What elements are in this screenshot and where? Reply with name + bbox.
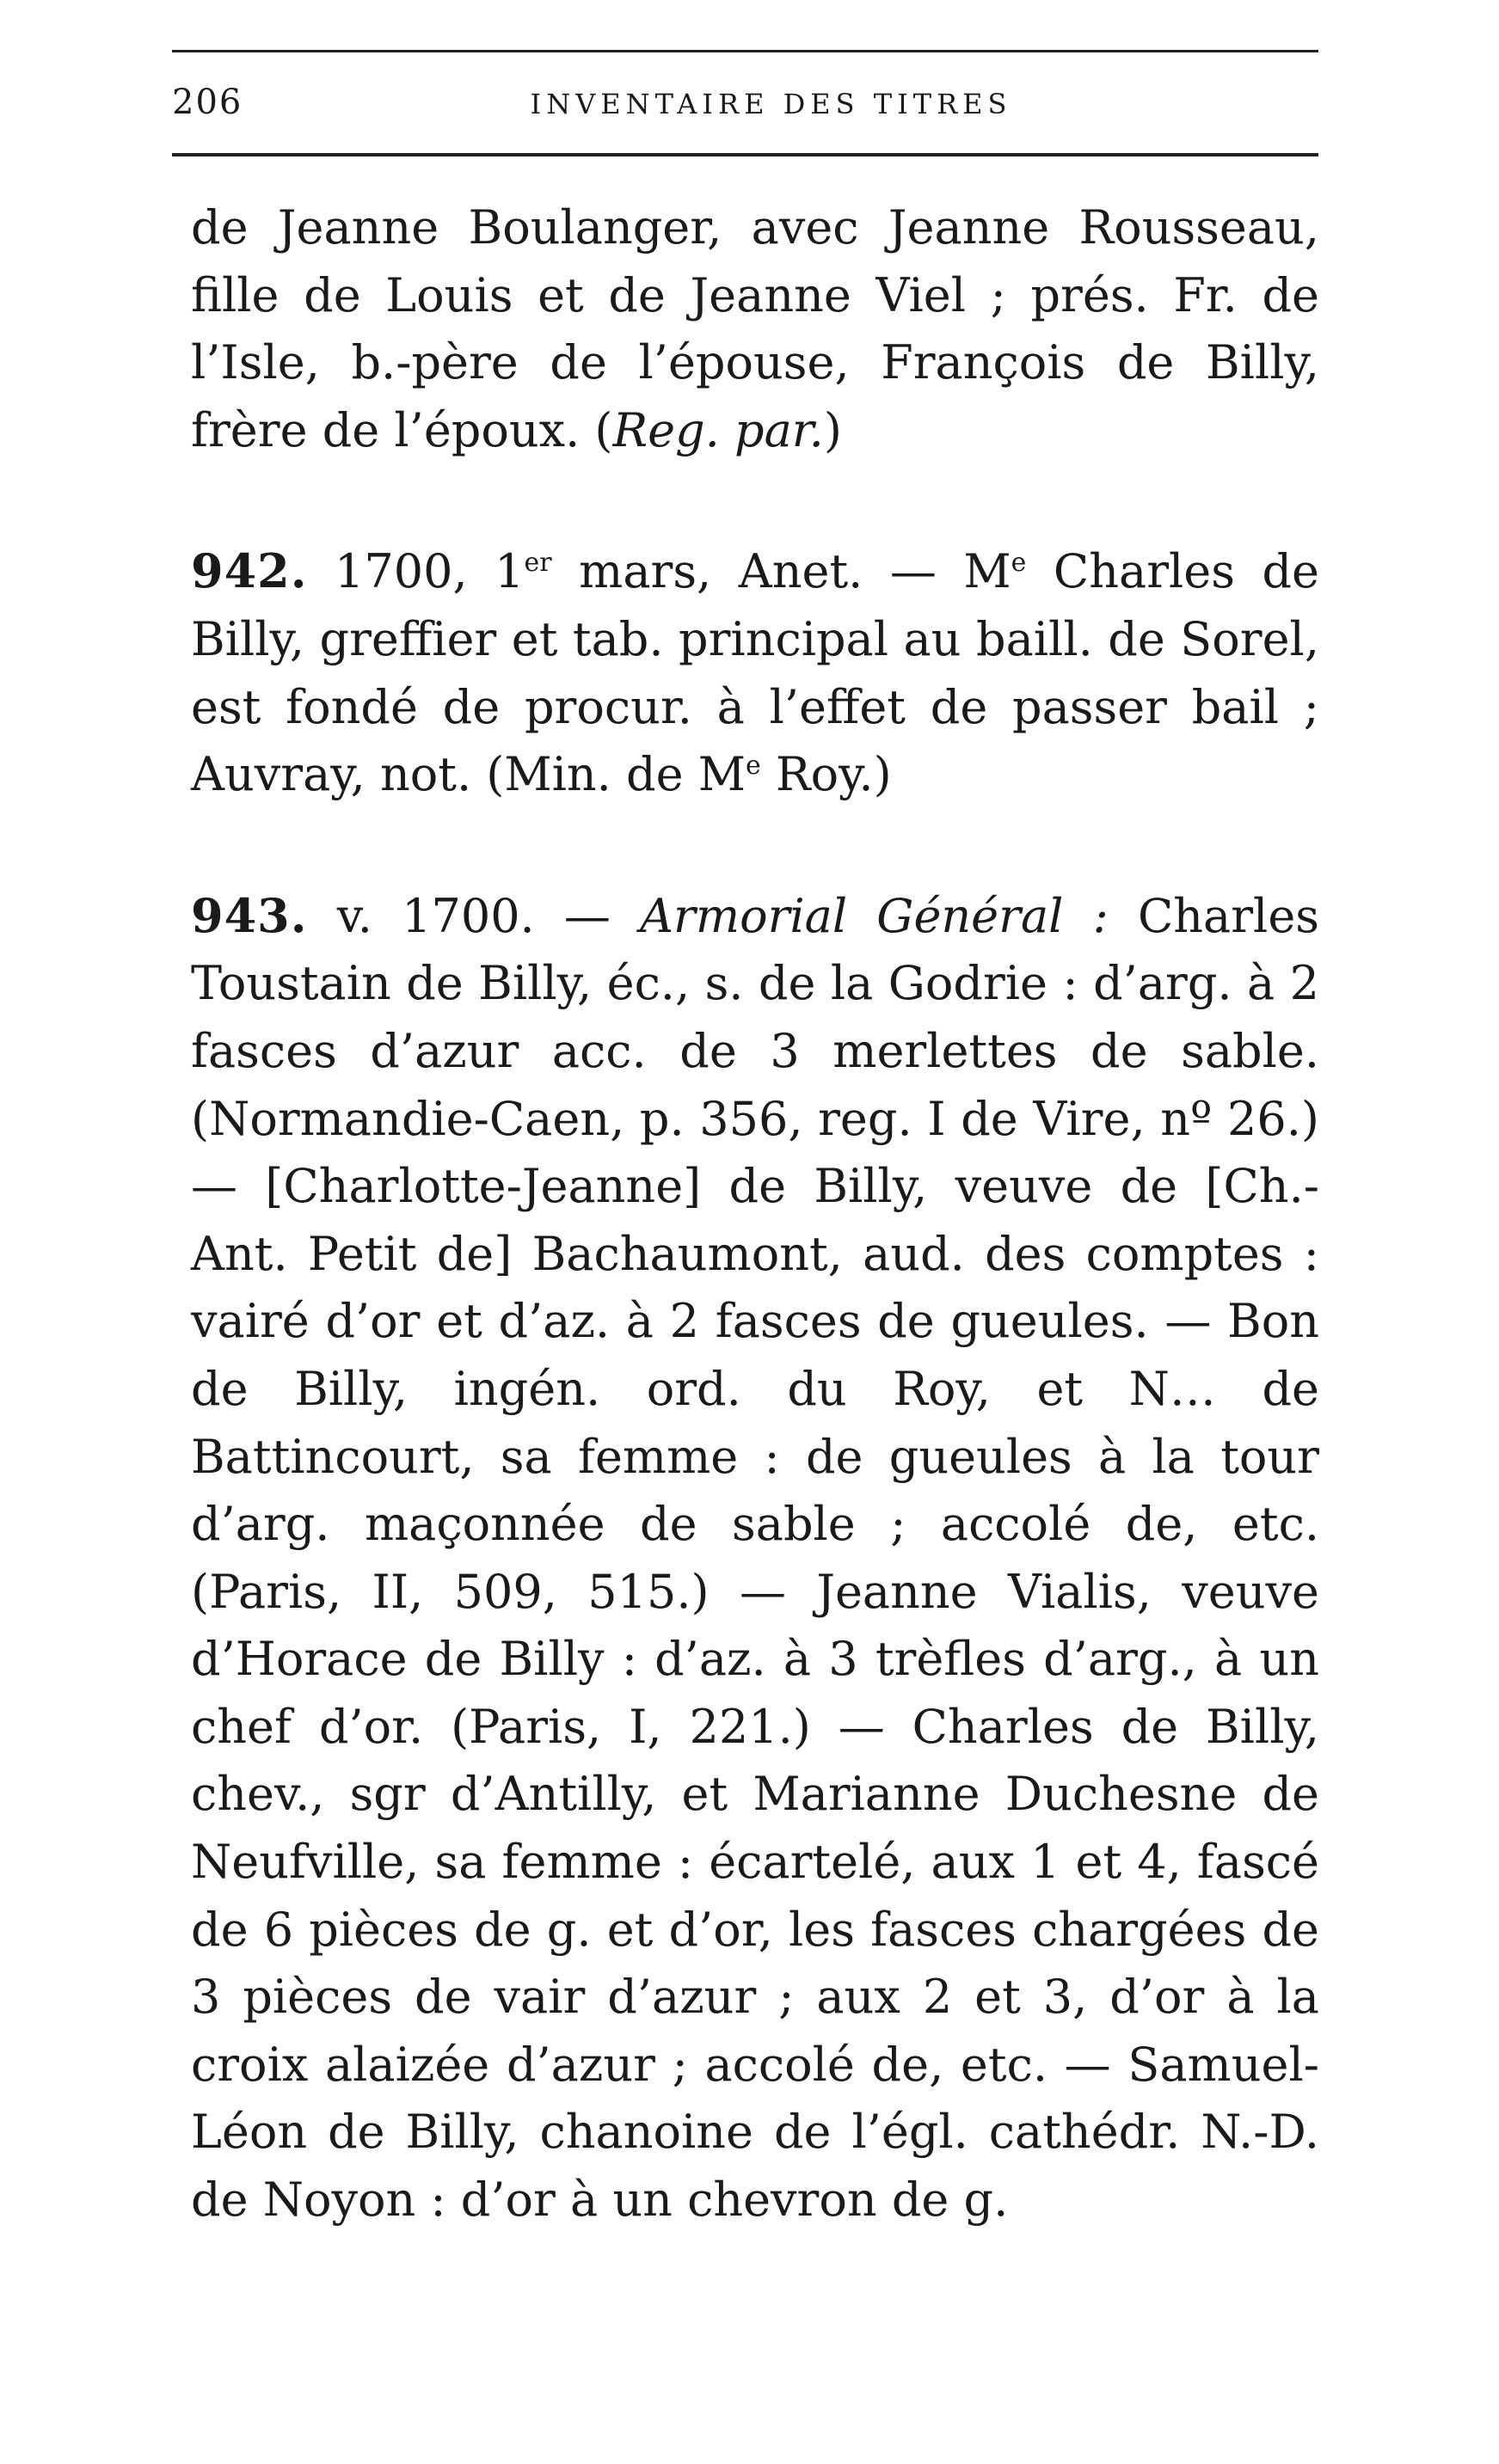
entry-date: v. 1700. — (307, 888, 641, 943)
continuation-paragraph (191, 194, 1319, 464)
closing-parenthesis: ) (823, 402, 842, 457)
continuation-text: de Jeanne Boulanger, avec Jeanne Rousseau, fille de Louis et de Jeanne Viel ; prés. Fr. de l’Isle, b.-père de l’épouse, François de Billy, frère de l’époux. ( (191, 200, 1319, 457)
header-bottom-rule (172, 153, 1318, 156)
entry-942 (191, 537, 1319, 808)
entry-text-part: Roy.) (760, 747, 892, 802)
entry-text-part: mars, Anet. — M (551, 544, 1011, 599)
ordinal-suffix: er (524, 548, 552, 579)
main-text (191, 194, 1319, 2234)
source-reference: Reg. par. (612, 402, 824, 457)
page-number: 206 (172, 83, 243, 122)
entry-number: 943. (191, 887, 308, 943)
running-title: INVENTAIRE DES TITRES (530, 88, 1012, 120)
entry-943 (191, 882, 1319, 2234)
title-suffix: e (1011, 548, 1027, 579)
entry-text: Charles Toustain de Billy, éc., s. de la Godrie : d’arg. à 2 fasces d’azur acc. de 3 merlettes de sable. (Normandie-Caen, p. 356, reg. I de Vire, nº 26.) — [Charlotte-Jeanne] de Billy, veuve de [Ch.-Ant. Petit de] Bachaumont, aud. des comptes : vairé d’or et d’az. à 2 fasces de gueules. — Bon de Billy, ingén. ord. du Roy, et N… de Battincourt, sa femme : de gueules à la tour d’arg. maçonnée de sable ; accolé de, etc. (Paris, II, 509, 515.) — Jeanne Vialis, veuve d’Horace de Billy : d’az. à 3 trèfles d’arg., à un chef d’or. (Paris, I, 221.) — Charles de Billy, chev., sgr d’Antilly, et Marianne Duchesne de Neufville, sa femme : écartelé, aux 1 et 4, fascé de 6 pièces de g. et d’or, les fasces chargées de 3 pièces de vair d’azur ; aux 2 et 3, d’or à la croix alaizée d’azur ; accolé de, etc. — Samuel-Léon de Billy, chanoine de l’égl. cathédr. N.-D. de Noyon : d’or à un chevron de g. (191, 888, 1319, 2228)
header-top-rule (172, 50, 1318, 52)
source-title: Armorial Général : (640, 888, 1109, 943)
entry-date: 1700, 1 (307, 544, 525, 599)
entry-text-part: Charles de Billy, greffier et tab. principal au baill. de Sorel, est fondé de procur. à l’effet de passer bail ; Auvray, not. (Min. de M (191, 544, 1319, 802)
entry-number: 942. (191, 543, 308, 599)
title-suffix: e (746, 751, 761, 781)
page-header (172, 83, 1318, 134)
